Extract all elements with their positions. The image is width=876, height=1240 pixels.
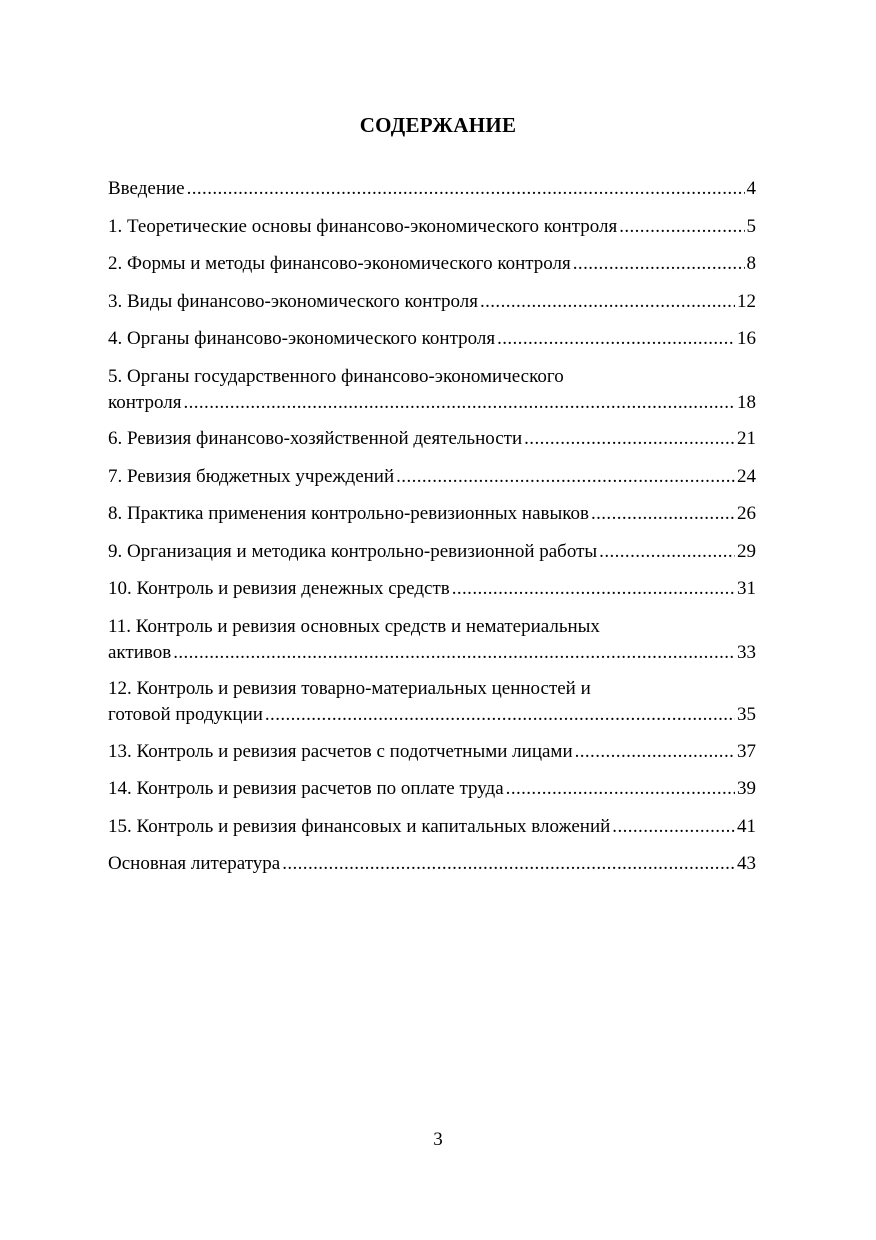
toc-entry-line <box>108 640 756 666</box>
toc-entry-line <box>108 851 756 877</box>
dot-leader <box>573 251 745 277</box>
toc-entry[interactable] <box>108 289 756 315</box>
dot-leader <box>187 176 745 202</box>
toc-entry-title: контроля <box>108 391 182 413</box>
toc-entry-title: 13. Контроль и ревизия расчетов с подотчетными лицами <box>108 740 573 762</box>
toc-entry[interactable] <box>108 214 756 240</box>
toc-entry[interactable] <box>108 676 756 728</box>
toc-entry[interactable] <box>108 614 756 666</box>
toc-entry-page: 43 <box>737 853 756 874</box>
toc-entry-page: 35 <box>737 704 756 725</box>
toc-entry-title: Введение <box>108 178 185 199</box>
toc-entry-page: 18 <box>737 391 756 413</box>
toc-entry-page: 16 <box>737 328 756 349</box>
dot-leader <box>575 739 735 765</box>
toc-entry-line <box>108 464 756 490</box>
toc-entry-line <box>108 739 756 765</box>
toc-entry[interactable] <box>108 326 756 352</box>
toc-entry-page: 24 <box>737 465 756 487</box>
dot-leader <box>619 214 744 240</box>
toc-entry-title: 10. Контроль и ревизия денежных средств <box>108 578 450 599</box>
toc-entry[interactable] <box>108 539 756 565</box>
toc-entry-title: Основная литература <box>108 853 281 874</box>
toc-entry-title-line1: 12. Контроль и ревизия товарно-материальных ценностей и <box>108 678 591 699</box>
toc-entry-page: 37 <box>737 740 756 762</box>
toc-entry-line <box>108 176 756 202</box>
toc-entry-line <box>108 289 756 315</box>
toc-entry-line <box>108 390 756 416</box>
toc-entry[interactable] <box>108 739 756 765</box>
toc-entry-title-line1: 11. Контроль и ревизия основных средств и нематериальных <box>108 615 600 637</box>
toc-entry-page: 39 <box>737 778 756 799</box>
toc-entry-page: 5 <box>746 215 756 237</box>
page-title: СОДЕРЖАНИЕ <box>359 113 517 137</box>
toc-entry-line <box>108 776 756 802</box>
dot-leader <box>480 289 735 315</box>
page-number: 3 <box>433 1129 443 1150</box>
table-of-contents <box>108 176 756 889</box>
toc-entry[interactable] <box>108 364 756 416</box>
dot-leader <box>396 464 735 490</box>
dot-leader <box>183 390 735 416</box>
dot-leader <box>452 576 735 602</box>
toc-entry[interactable] <box>108 501 756 527</box>
dot-leader <box>282 851 735 877</box>
toc-entry-line <box>108 539 756 565</box>
toc-entry[interactable] <box>108 464 756 490</box>
toc-entry[interactable] <box>108 426 756 452</box>
toc-entry[interactable] <box>108 576 756 602</box>
toc-entry-page: 31 <box>737 578 756 599</box>
toc-entry-line <box>108 326 756 352</box>
toc-entry-title: 9. Организация и методика контрольно-ревизионной работы <box>108 540 598 562</box>
toc-entry-title: 14. Контроль и ревизия расчетов по оплате труда <box>108 778 504 799</box>
toc-entry-title: 4. Органы финансово-экономического контроля <box>108 328 496 349</box>
toc-entry-title: 3. Виды финансово-экономического контроля <box>108 290 478 312</box>
toc-entry-page: 21 <box>737 428 756 449</box>
dot-leader <box>497 326 735 352</box>
toc-entry-page: 41 <box>737 815 756 837</box>
toc-entry-title: 1. Теоретические основы финансово-экономического контроля <box>108 215 618 237</box>
toc-entry-page: 29 <box>737 540 756 562</box>
toc-entry[interactable] <box>108 851 756 877</box>
toc-entry-page: 8 <box>746 253 756 274</box>
dot-leader <box>265 702 735 728</box>
toc-entry[interactable] <box>108 251 756 277</box>
toc-entry-line <box>108 214 756 240</box>
toc-entry-title: 15. Контроль и ревизия финансовых и капитальных вложений <box>108 815 611 837</box>
toc-entry-page: 12 <box>737 290 756 312</box>
toc-entry[interactable] <box>108 814 756 840</box>
toc-entry-line <box>108 251 756 277</box>
toc-entry-title: 2. Формы и методы финансово-экономического контроля <box>108 253 571 274</box>
toc-entry-title: 8. Практика применения контрольно-ревизионных навыков <box>108 503 589 524</box>
toc-entry[interactable] <box>108 776 756 802</box>
toc-entry-title: 6. Ревизия финансово-хозяйственной деятельности <box>108 428 523 449</box>
toc-entry-line <box>108 576 756 602</box>
toc-entry-title: активов <box>108 641 172 663</box>
toc-entry-title: готовой продукции <box>108 704 263 725</box>
toc-entry[interactable] <box>108 176 756 202</box>
toc-entry-line <box>108 426 756 452</box>
toc-entry-line <box>108 702 756 728</box>
dot-leader <box>591 501 735 527</box>
toc-entry-page: 33 <box>737 641 756 663</box>
dot-leader <box>524 426 735 452</box>
toc-entry-line <box>108 814 756 840</box>
toc-entry-page: 4 <box>746 178 756 199</box>
toc-entry-page: 26 <box>737 503 756 524</box>
toc-entry-line <box>108 501 756 527</box>
dot-leader <box>506 776 735 802</box>
dot-leader <box>599 539 735 565</box>
dot-leader <box>612 814 735 840</box>
toc-entry-title-line1: 5. Органы государственного финансово-экономического <box>108 365 564 387</box>
toc-entry-title: 7. Ревизия бюджетных учреждений <box>108 465 395 487</box>
dot-leader <box>173 640 735 666</box>
